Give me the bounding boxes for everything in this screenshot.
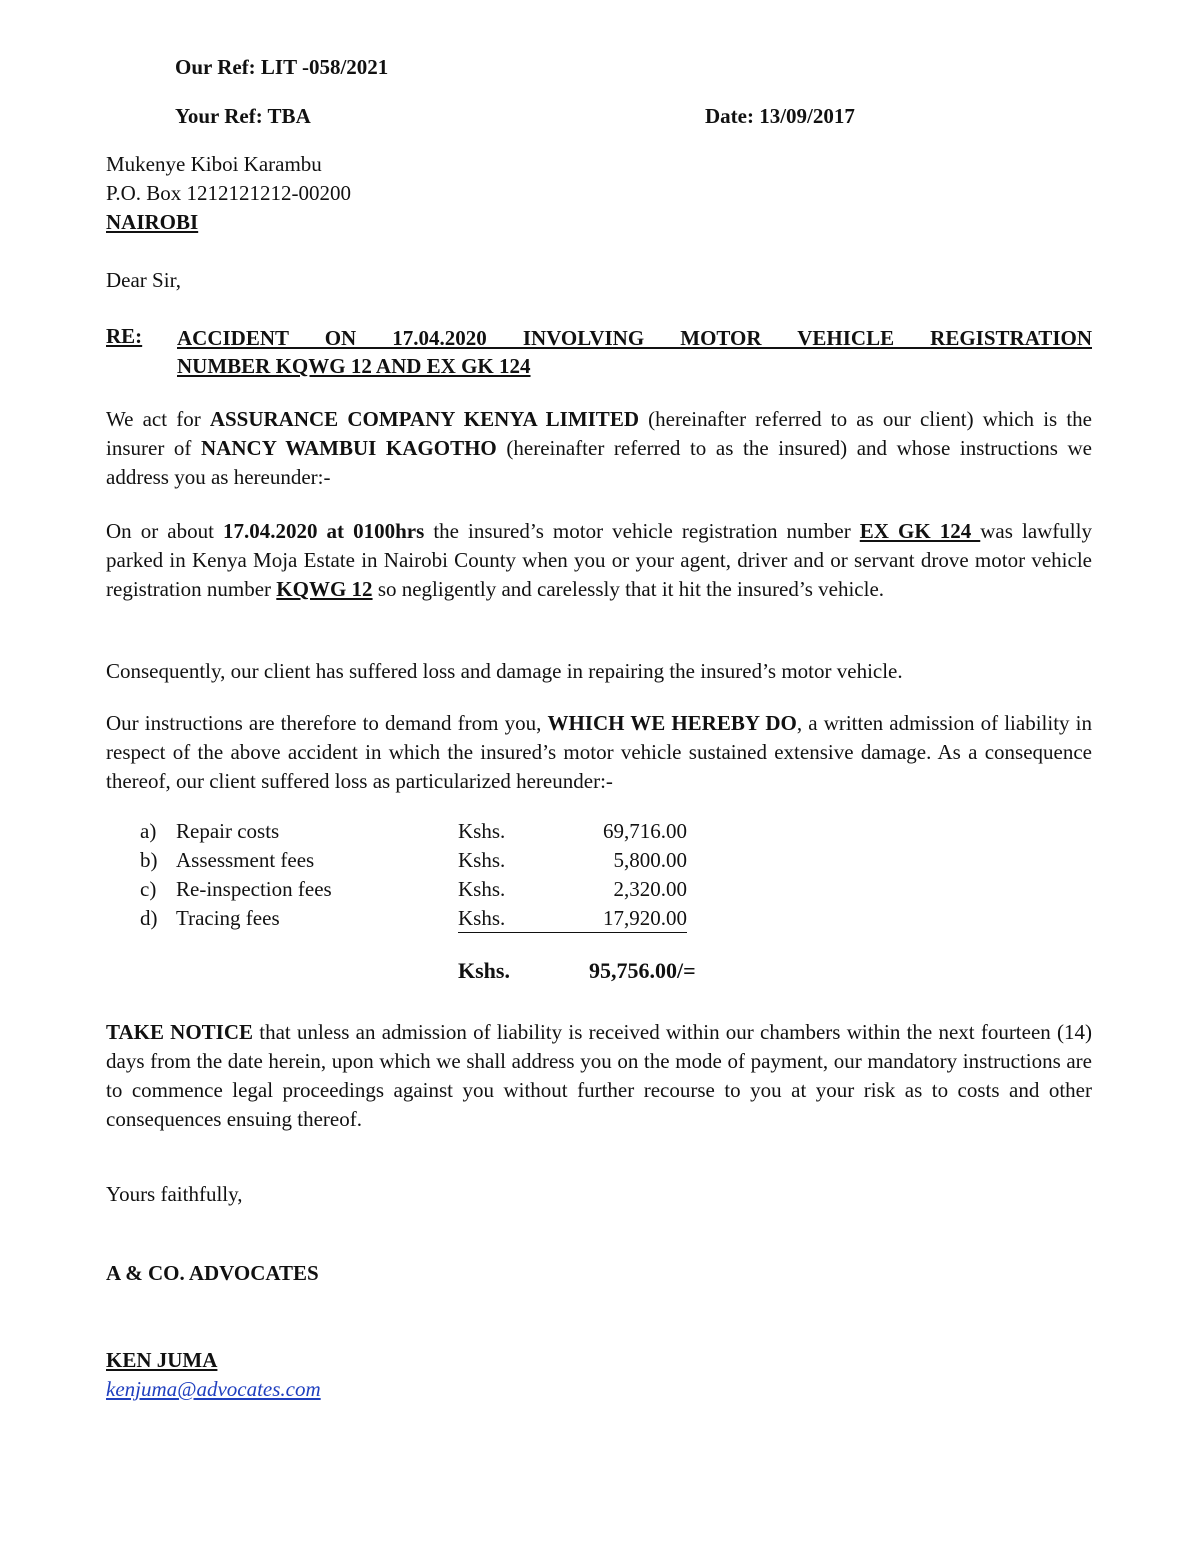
total-row xyxy=(458,958,696,984)
paragraph-intro xyxy=(106,405,1092,492)
demand-emphasis: WHICH WE HEREBY DO xyxy=(547,711,797,735)
total-amount: 95,756.00/= xyxy=(588,958,696,983)
item-amount: 5,800.00 xyxy=(613,848,687,872)
cost-item xyxy=(140,819,740,848)
paragraph-consequence: Consequently, our client has suffered loss and damage in repairing the insured’s motor vehicle. xyxy=(106,659,903,683)
cost-items xyxy=(140,819,740,935)
letter-date: Date: 13/09/2017 xyxy=(705,104,855,128)
cost-item xyxy=(140,877,740,906)
your-ref: Your Ref: TBA xyxy=(175,104,311,128)
item-letter: c) xyxy=(140,877,157,901)
firm-name: A & CO. ADVOCATES xyxy=(106,1261,319,1285)
p1-text-3: (hereinafter referred to as the insured) and whose instructions we address you as hereunder:- xyxy=(106,436,1092,489)
item-description: Assessment fees xyxy=(176,848,315,872)
recipient-po-box: P.O. Box 1212121212-00200 xyxy=(106,181,352,205)
item-amount: 69,716.00 xyxy=(603,819,687,843)
item-description: Re-inspection fees xyxy=(176,877,332,901)
subject-line-1: ACCIDENT ON 17.04.2020 INVOLVING MOTOR VEHICLE REGISTRATION xyxy=(177,326,1092,350)
item-amount: 2,320.00 xyxy=(613,877,687,901)
p4-text-2: , a written admission of liability in respect of the above accident in which the insured’s motor vehicle sustained extensive damage. As a consequence thereof, our client suffered loss as particularized hereunder:- xyxy=(106,711,1092,793)
subject-text xyxy=(177,324,1092,380)
cost-item xyxy=(140,848,740,877)
item-currency: Kshs. xyxy=(458,906,506,930)
p2-text-4: so negligently and carelessly that it hit the insured’s vehicle. xyxy=(372,577,885,601)
closing: Yours faithfully, xyxy=(106,1182,243,1206)
insured-vehicle-reg: EX GK 124 xyxy=(859,519,981,543)
item-amount: 17,920.00 xyxy=(603,906,687,930)
signatory-name: KEN JUMA xyxy=(106,1348,218,1372)
item-letter: d) xyxy=(140,906,158,930)
paragraph-notice xyxy=(106,1018,1092,1134)
item-description: Repair costs xyxy=(176,819,280,843)
item-currency: Kshs. xyxy=(458,819,506,843)
p2-text-2: the insured’s motor vehicle registration number xyxy=(424,519,860,543)
subject-line-2: NUMBER KQWG 12 AND EX GK 124 xyxy=(177,354,531,378)
subject-label: RE: xyxy=(106,324,143,348)
item-letter: a) xyxy=(140,819,157,843)
paragraph-accident xyxy=(106,517,1092,604)
paragraph-demand xyxy=(106,709,1092,796)
cost-item xyxy=(140,906,740,935)
subtotal-underline xyxy=(458,932,687,933)
p1-text-2: (hereinafter referred to as our client) which is the insurer of xyxy=(106,407,1092,460)
p1-text-1: We act for xyxy=(106,407,210,431)
recipient-name: Mukenye Kiboi Karambu xyxy=(106,152,322,176)
p2-text-3: was lawfully parked in Kenya Moja Estate in Nairobi County when you or your agent, driver and or servant drove motor vehicle registration number xyxy=(106,519,1092,601)
notice-text: that unless an admission of liability is received within our chambers within the next fourteen (14) days from the date herein, upon which we shall address you on the mode of payment, our mandatory instructions are to commence legal proceedings against you without further recourse to you at your risk as to costs and other consequences ensuing thereof. xyxy=(106,1020,1092,1131)
recipient-city: NAIROBI xyxy=(106,210,199,234)
item-currency: Kshs. xyxy=(458,848,506,872)
client-name: ASSURANCE COMPANY KENYA LIMITED xyxy=(209,407,639,431)
signatory-email-link[interactable]: kenjuma@advocates.com xyxy=(106,1377,321,1401)
item-letter: b) xyxy=(140,848,158,872)
insured-name: NANCY WAMBUI KAGOTHO xyxy=(201,436,497,460)
p2-text-1: On or about xyxy=(106,519,223,543)
item-description: Tracing fees xyxy=(176,906,280,930)
our-ref: Our Ref: LIT -058/2021 xyxy=(175,55,389,79)
salutation: Dear Sir, xyxy=(106,268,181,292)
item-currency: Kshs. xyxy=(458,877,506,901)
p4-text-1: Our instructions are therefore to demand from you, xyxy=(106,711,548,735)
offending-vehicle-reg: KQWG 12 xyxy=(276,577,373,601)
total-currency: Kshs. xyxy=(458,958,510,983)
accident-datetime: 17.04.2020 at 0100hrs xyxy=(223,519,425,543)
notice-lead: TAKE NOTICE xyxy=(106,1020,254,1044)
